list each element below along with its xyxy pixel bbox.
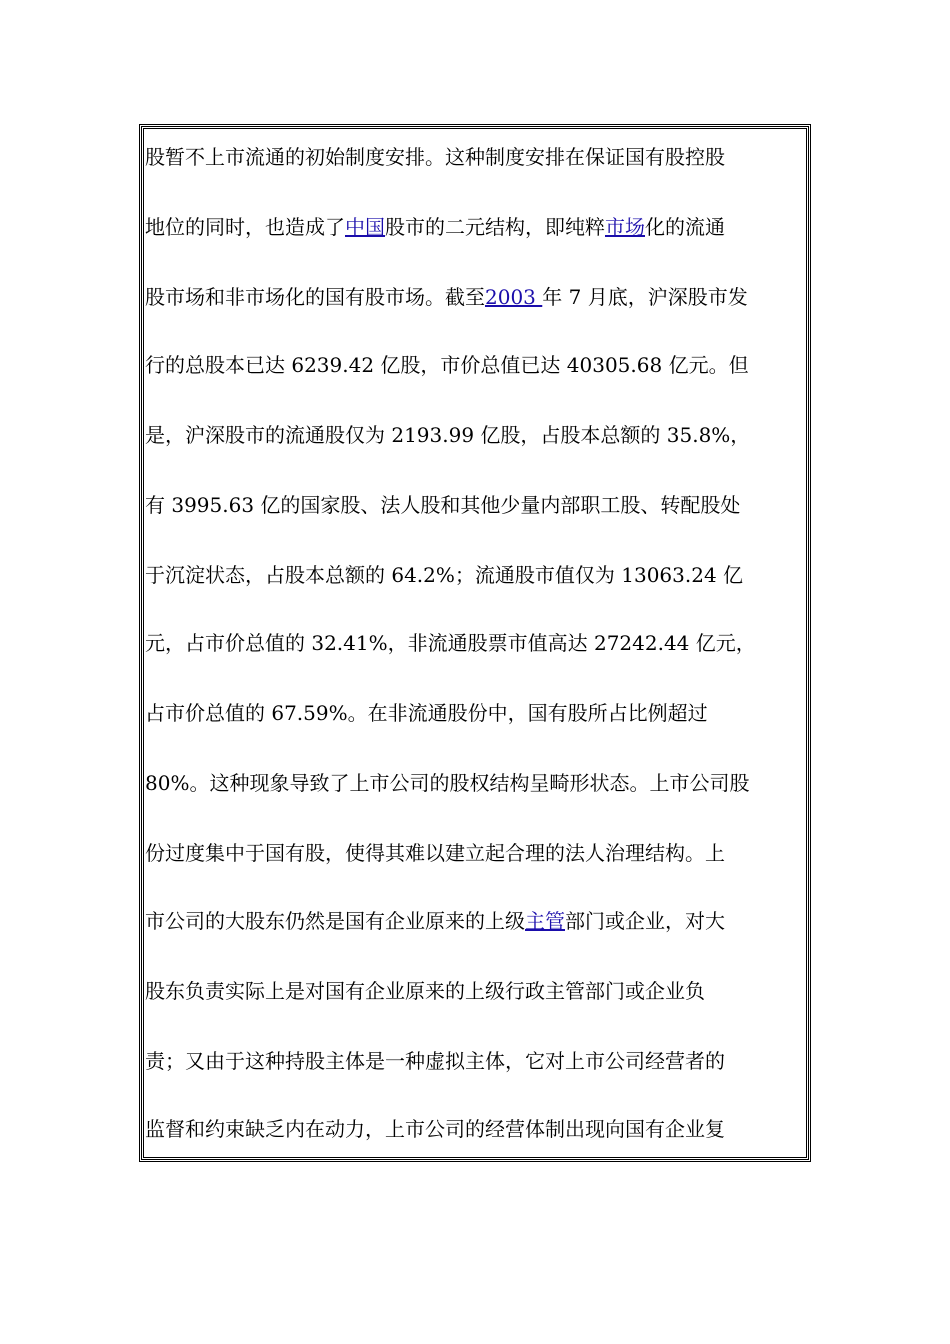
text-line <box>145 1114 725 1144</box>
text-line <box>145 490 740 520</box>
text-run: 市公司的大股东仍然是国有企业原来的上级 <box>145 909 525 933</box>
inline-link[interactable]: 中国 <box>345 215 385 239</box>
inline-link[interactable]: 市场 <box>605 215 645 239</box>
text-line <box>145 698 708 728</box>
text-line <box>145 142 725 172</box>
text-run: 股市的二元结构，即纯粹 <box>385 215 605 239</box>
text-line <box>145 420 750 450</box>
text-run: 股市场和非市场化的国有股市场。截至 <box>145 285 485 309</box>
text-run: 占市价总值的 67.59%。在非流通股份中，国有股所占比例超过 <box>145 701 708 725</box>
text-line <box>145 976 705 1006</box>
text-run: 股暂不上市流通的初始制度安排。这种制度安排在保证国有股控股 <box>145 145 725 169</box>
inline-link[interactable]: 2003 <box>485 285 543 309</box>
inline-link[interactable]: 主管 <box>525 909 565 933</box>
text-line <box>145 838 725 868</box>
text-run: 份过度集中于国有股，使得其难以建立起合理的法人治理结构。上 <box>145 841 725 865</box>
text-line <box>145 906 725 936</box>
text-line <box>145 768 749 798</box>
text-run: 是，沪深股市的流通股仅为 2193.99 亿股，占股本总额的 35.8%， <box>145 423 751 447</box>
text-line <box>145 350 749 380</box>
text-run: 有 3995.63 亿的国家股、法人股和其他少量内部职工股、转配股处 <box>145 493 741 517</box>
text-line <box>145 1046 725 1076</box>
text-run: 部门或企业，对大 <box>565 909 725 933</box>
text-line <box>145 282 748 312</box>
text-run: 元，占市价总值的 32.41%，非流通股票市值高达 27242.44 亿元， <box>145 631 756 655</box>
text-run: 于沉淀状态，占股本总额的 64.2%；流通股市值仅为 13063.24 亿 <box>145 563 744 587</box>
text-run: 80%。这种现象导致了上市公司的股权结构呈畸形状态。上市公司股 <box>145 771 750 795</box>
text-line <box>145 560 743 590</box>
text-line <box>145 212 725 242</box>
text-run: 年 7 月底，沪深股市发 <box>542 285 748 309</box>
text-run: 责；又由于这种持股主体是一种虚拟主体，它对上市公司经营者的 <box>145 1049 725 1073</box>
text-run: 地位的同时，也造成了 <box>145 215 345 239</box>
text-run: 监督和约束缺乏内在动力，上市公司的经营体制出现向国有企业复 <box>145 1117 725 1141</box>
text-run: 股东负责实际上是对国有企业原来的上级行政主管部门或企业负 <box>145 979 705 1003</box>
text-line <box>145 628 756 658</box>
text-run: 行的总股本已达 6239.42 亿股，市价总值已达 40305.68 亿元。但 <box>145 353 749 377</box>
text-run: 化的流通 <box>645 215 725 239</box>
